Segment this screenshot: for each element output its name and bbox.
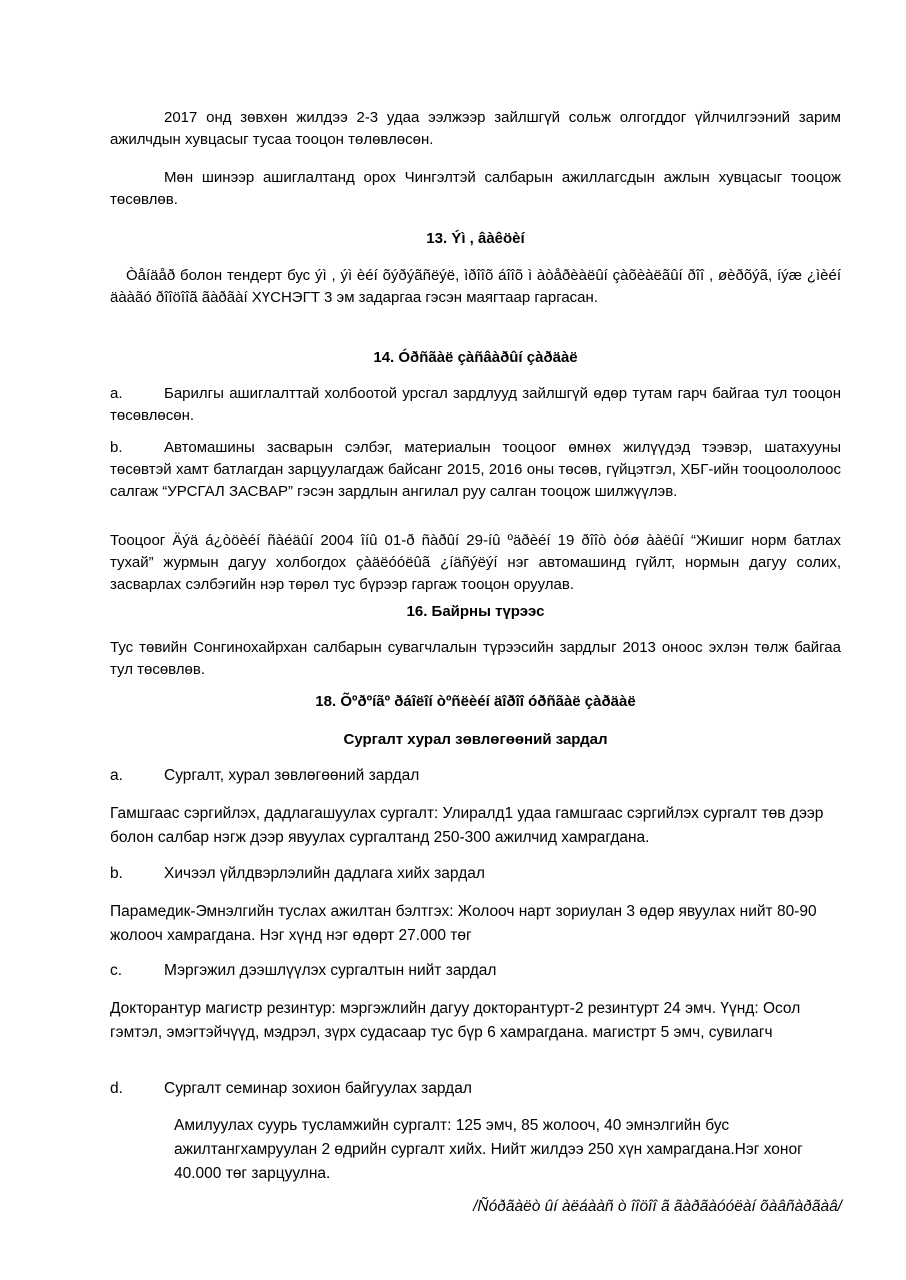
list-text: Сургалт, хурал зөвлөгөөний зардал: [164, 767, 420, 784]
paragraph-d-body: Амилуулах суурь тусламжийн сургалт: 125 эмч, 85 жолооч, 40 эмнэлгийн бус ажилтангхамруулан 2 өдрийн сургалт хийх. Нийт жилдээ 250 хүн хамрагдана.Нэг хоног 40.000 төг зарцуулна.: [174, 1117, 803, 1182]
list-text: Барилгы ашиглалттай холбоотой урсгал зардлууд зайлшгүй өдөр тутам гарч байгаа тул тооцон төсөвлөсөн.: [110, 385, 841, 424]
list-text: Сургалт семинар зохион байгуулах зардал: [164, 1080, 472, 1097]
list-label: d.: [110, 1080, 123, 1097]
list-text: Хичээл үйлдвэрлэлийн дадлага хийх зардал: [164, 865, 485, 882]
paragraph-norm: Тооцоог Äýä á¿òöèéí ñàéäûí 2004 îíû 01-ð ñàðûí 29-íû ºäðèéí 19 ðîîò òóø ààëûí “Жишиг норм батлах тухай” журмын дагуу холбогдох çàäëóóëûã ¿íäñýëýí нэг автомашинд гүйлт, нормын дагуу солих, засварлах сэлбэгийн нэр төрөл тус бүрээр гаргаж тооцон оруулав.: [110, 532, 841, 593]
paragraph-uniform: 2017 онд зөвхөн жилдээ 2-3 удаа ээлжээр зайлшгүй сольж олгогддог үйлчилгээний зарим ажилчдын хувцасыг тусаа тооцон төлөвлөсөн.: [110, 109, 841, 148]
list-item-c: [110, 959, 841, 983]
list-item-14b: [110, 437, 841, 503]
subheading-training: Сургалт хурал зөвлөгөөний зардал: [343, 731, 608, 748]
paragraph-16: Тус төвийн Сонгинохайрхан салбарын сувагчлалын түрээсийн зардлыг 2013 оноос эхлэн төлж байгаа тул төсөвлөв.: [110, 639, 841, 678]
list-label: a.: [110, 767, 123, 784]
list-text: Автомашины засварын сэлбэг, материалын тооцоог өмнөх жилүүдэд тээвэр, шатахууны төсөвтэй хамт батлагдан зарцуулагдаж байсанг 2015, 2016 оны төсөв, гүйцэтгэл, ХБГ-ийн тооцоололоос салгаж “УРСГАЛ ЗАСВАР” гэсэн зардлын ангилал руу салган тооцож шилжүүлэв.: [110, 439, 841, 500]
list-label: c.: [110, 962, 123, 979]
paragraph-b-body: Парамедик-Эмнэлгийн туслах ажилтан бэлтгэх: Жолооч нарт зориулан 3 өдөр явуулах нийт 80-90 жолооч хамрагдана. Нэг хүнд нэг өдөрт 27.000 төг: [110, 903, 817, 944]
paragraph-a-body: Гамшгаас сэргийлэх, дадлагашуулах сургалт: Улиралд1 удаа гамшгаас сэргийлэх сургалт төв дээр болон салбар нэгж дээр явуулах сургалтанд 250-300 ажилчид хамрагдана.: [110, 805, 824, 846]
heading-16: 16. Байрны түрээс: [406, 603, 545, 620]
heading-14: 14. Óðñãàë çàñâàðûí çàðäàë: [373, 349, 578, 366]
list-item-14a: [110, 383, 841, 427]
list-item-a: [110, 764, 841, 788]
footer-note: /Ñóðãàëò ûí àëáààñ ò îîöîî ã ãàðãàóóëàí õàâñàðãàâ/: [473, 1198, 842, 1215]
list-label: b.: [110, 865, 123, 882]
list-label: b.: [110, 439, 123, 456]
list-item-d: [110, 1077, 841, 1101]
heading-18: 18. Õºðºíãº ðáîëîí òºñëèéí äîðîî óðñãàë çàðäàë: [315, 693, 636, 710]
list-item-b: [110, 862, 841, 886]
paragraph-13: Òåíäåð болон тендерт бус ýì , ýì èéí õýðýãñëýë, ìðîîõ áîîõ ì àòåðèàëûí çàõèàëãûí ðîî , øèðõýã, íýæ ¿ìèéí äààãó ðîîöîîã ãàðãàí ХҮСНЭГТ 3 эм задаргаа гэсэн маягтаар гаргасан.: [110, 267, 841, 306]
heading-13: 13. Ýì , âàêöèí: [426, 230, 525, 247]
list-label: a.: [110, 385, 123, 402]
list-text: Мэргэжил дээшлүүлэх сургалтын нийт зардал: [164, 962, 497, 979]
paragraph-c-body: Докторантур магистр резинтур: мэргэжлийн дагуу докторантурт-2 резинтурт 24 эмч. Үүнд: Осол гэмтэл, эмэгтэйчүүд, мэдрэл, зүрх судасаар тус бүр 6 хамрагдана. магистрт 5 эмч, сувилагч: [110, 1000, 801, 1041]
paragraph-new-branch: Мөн шинээр ашиглалтанд орох Чингэлтэй салбарын ажиллагсдын ажлын хувцасыг тооцож төсөвлөв.: [110, 169, 841, 208]
